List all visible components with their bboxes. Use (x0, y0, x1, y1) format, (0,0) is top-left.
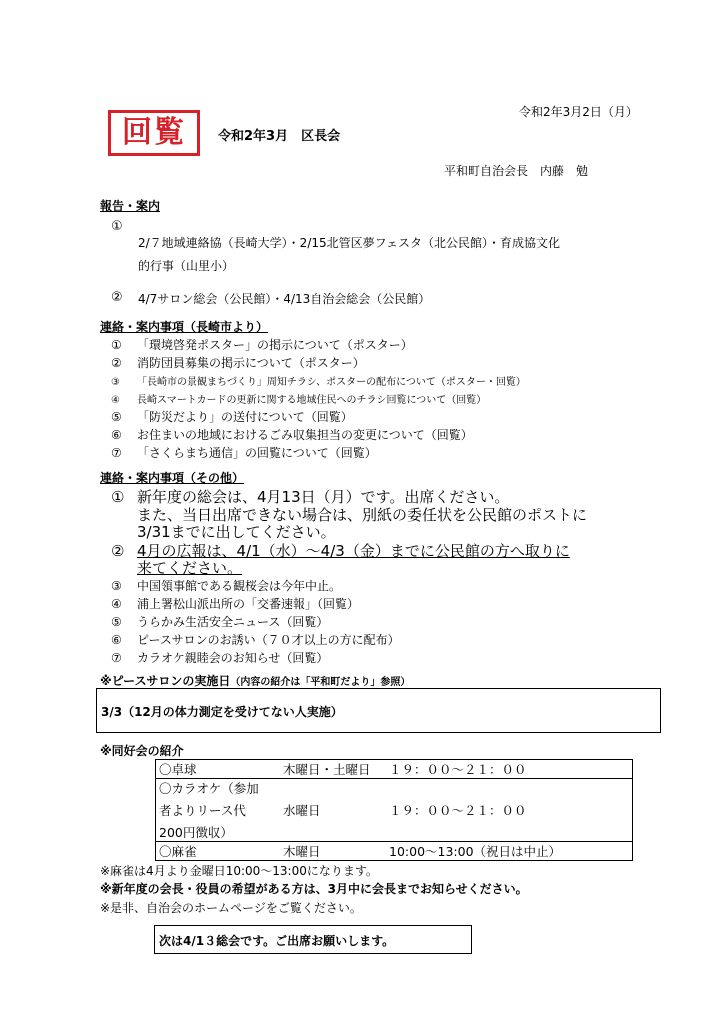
date: 令和2年3月2日（月） (519, 105, 638, 119)
table-row: 〇カラオケ（参加 (156, 779, 633, 798)
table-row: 〇麻雀 木曜日 10:00〜13:00（祝日は中止） (156, 842, 633, 861)
list-item: ④ 長崎スマートカードの更新に関する地域住民へのチラシ回覧について（回覧） (111, 395, 487, 406)
doc-title: 令和2年3月 区長会 (218, 129, 341, 144)
list-item: ⑥ お住まいの地域におけるごみ収集担当の変更について（回覧） (111, 428, 473, 442)
salon-heading: ※ピースサロンの実施日 (100, 674, 231, 688)
footer-box-text: 次は4/1３総会です。ご出席お願いします。 (159, 934, 395, 948)
salon-box-text: 3/3（12月の体力測定を受けてない人実施） (101, 705, 343, 719)
other-item-1: ① 新年度の総会は、4月13日（月）です。出席ください。 (111, 488, 510, 506)
report-heading: 報告・案内 (100, 199, 161, 213)
clubs-table (155, 759, 633, 861)
table-row: 200円徴収） (159, 825, 233, 840)
circular-stamp: 回覧 (108, 110, 200, 156)
list-item: ④ 浦上署松山派出所の「交番速報」（回覧） (111, 597, 360, 611)
other-item-2: ② 4月の広報は、4/1（水）〜4/3（金）までに公民館の方へ取りに (111, 542, 570, 560)
list-item: ③ 「長崎市の景観まちづくり」周知チラシ、ポスターの配布について（ポスター・回覧） (111, 377, 526, 388)
officers-note: ※新年度の会長・役員の希望がある方は、3月中に会長までお知らせください。 (100, 882, 528, 896)
report-item-2-num: ② (111, 290, 123, 305)
report-item-1-line2: 的行事（山里小） (138, 259, 235, 273)
salon-note: （内容の紹介は「平和町だより」参照） (230, 677, 411, 688)
city-heading: 連絡・案内事項（長崎市より） (100, 320, 269, 334)
report-item-2-line1: 4/7サロン総会（公民館）・4/13自治会総会（公民館） (138, 292, 431, 306)
list-item: ⑦ カラオケ親睦会のお知らせ（回覧） (111, 651, 329, 665)
salon-box (96, 688, 661, 733)
other-item-2-line2: 来てください。 (137, 559, 243, 577)
list-item: ⑤ 「防災だより」の送付について（回覧） (111, 410, 353, 424)
list-item: ③ 中国領事館である観桜会は今年中止。 (111, 579, 342, 593)
other-heading: 連絡・案内事項（その他） (100, 471, 245, 485)
table-row: 者よりリース代 水曜日 １９：００〜２１：００ (159, 803, 527, 818)
table-row: 〇卓球 木曜日・土曜日 １９：００〜２１：００ (156, 760, 633, 779)
list-item: ① 「環境啓発ポスター」の掲示について（ポスター） (111, 338, 413, 352)
list-item: ⑥ ピースサロンのお誘い（７０才以上の方に配布） (111, 633, 400, 647)
other-item-1-line2: また、当日出席できない場合は、別紙の委任状を公民館のポストに (137, 506, 588, 524)
salon-heading-line (100, 670, 410, 689)
author: 平和町自治会長 内藤 勉 (444, 164, 589, 178)
footer-box (154, 925, 472, 954)
homepage-note: ※是非、自治会のホームページをご覧ください。 (100, 901, 362, 915)
list-item: ② 消防団員募集の掲示について（ポスター） (111, 356, 365, 370)
report-item-1-num: ① (111, 219, 123, 234)
mahjong-note: ※麻雀は4月より金曜日10:00〜13:00になります。 (100, 864, 378, 878)
list-item: ⑦ 「さくらまち通信」の回覧について（回覧） (111, 446, 377, 460)
clubs-heading: ※同好会の紹介 (100, 744, 184, 758)
report-item-1-line1: 2/７地域連絡協（長崎大学）・2/15北管区夢フェスタ（北公民館）・育成協文化 (138, 236, 561, 250)
other-item-1-line3: 3/31までに出してください。 (137, 523, 336, 541)
list-item: ⑤ うらかみ生活安全ニュース（回覧） (111, 615, 329, 629)
